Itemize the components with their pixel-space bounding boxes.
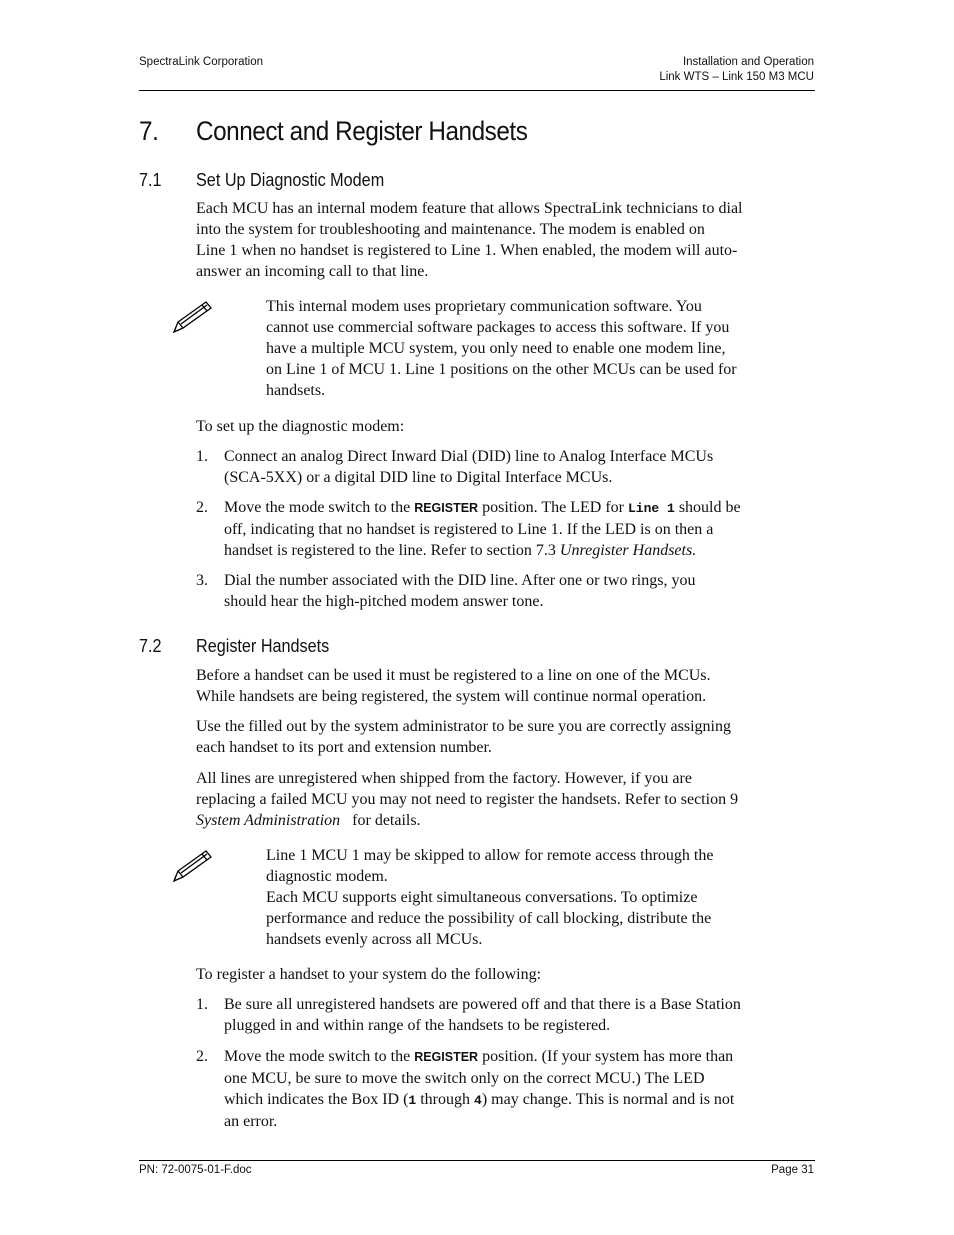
s72-step2-text: ) may change. This is normal and is not (481, 1091, 735, 1108)
header-doc-title-2: Link WTS – Link 150 M3 MCU (659, 71, 814, 83)
s71-note-line: handsets. (266, 382, 326, 399)
s72-p2-line: Use the filled out by the system administrator to be sure you are correctly assigning (196, 718, 731, 735)
s71-step2-line: off, indicating that no handset is registered to Line 1. If the LED is on then a (224, 521, 714, 538)
pencil-icon (170, 300, 214, 336)
s72-step2-text: position. (If your system has more than (478, 1048, 734, 1065)
s72-p3-line: All lines are unregistered when shipped from the factory. However, if you are (196, 770, 692, 787)
s72-paragraph-1 (196, 665, 816, 707)
s71-para-line: into the system for troubleshooting and maintenance. The modem is enabled on (196, 221, 705, 238)
s72-p2-line: each handset to its port and extension number. (196, 739, 492, 756)
s72-step2 (224, 1046, 816, 1132)
section-7-1-number: 7.1 (139, 170, 162, 190)
s71-note-line: on Line 1 of MCU 1. Line 1 positions on the other MCUs can be used for (266, 361, 737, 378)
s71-step2-text: position. The LED for (478, 499, 628, 516)
section-7-1-title: Set Up Diagnostic Modem (196, 170, 385, 190)
s71-step3-number: 3. (196, 572, 208, 589)
s71-para-line: answer an incoming call to that line. (196, 263, 429, 280)
s72-step1-line: plugged in and within range of the handsets to be registered. (224, 1017, 611, 1034)
s71-step1-line: Connect an analog Direct Inward Dial (DID) line to Analog Interface MCUs (224, 448, 714, 465)
s72-p1-line: Before a handset can be used it must be registered to a line on one of the MCUs. (196, 667, 711, 684)
chapter-title: Connect and Register Handsets (196, 116, 528, 146)
s72-step1-number: 1. (196, 996, 208, 1013)
s72-note-line: performance and reduce the possibility of call blocking, distribute the (266, 910, 712, 927)
s71-step1 (224, 446, 816, 488)
s71-step2 (224, 497, 816, 561)
s71-step2-line (224, 497, 816, 519)
s72-p3-text: for details. (340, 812, 421, 829)
s71-para-line: Each MCU has an internal modem feature that allows SpectraLink technicians to dial (196, 200, 743, 217)
s71-step2-text: should be (674, 499, 741, 516)
s72-step2-number: 2. (196, 1048, 208, 1065)
s72-step1 (224, 994, 816, 1036)
s72-p3-line: replacing a failed MCU you may not need to register the handsets. Refer to section 9 (196, 791, 739, 808)
section-7-2-number: 7.2 (139, 636, 162, 656)
s72-step2-line (224, 1089, 816, 1111)
line-1-keyword: Line 1 (628, 501, 675, 516)
s71-step2-text: handset is registered to the line. Refer to section 7.3 (224, 542, 560, 559)
s72-p1-line: While handsets are being registered, the system will continue normal operation. (196, 688, 707, 705)
s71-step3-line: should hear the high-pitched modem answer tone. (224, 593, 544, 610)
section-7-2-title: Register Handsets (196, 636, 330, 656)
footer-rule (139, 1160, 815, 1161)
s72-step2-text: Move the mode switch to the (224, 1048, 415, 1065)
header-company: SpectraLink Corporation (139, 56, 264, 68)
s71-step2-line (224, 540, 816, 561)
box-id-4-keyword: 4 (474, 1093, 482, 1108)
s71-note-line: have a multiple MCU system, you only need to enable one modem line, (266, 340, 726, 357)
s72-note-line: diagnostic modem. (266, 868, 388, 885)
s72-note-line: Each MCU supports eight simultaneous conversations. To optimize (266, 889, 698, 906)
footer-part-number: PN: 72-0075-01-F.doc (139, 1164, 252, 1176)
s71-intro: To set up the diagnostic modem: (196, 418, 405, 435)
s71-note-line: cannot use commercial software packages to access this software. If you (266, 319, 730, 336)
s71-step3 (224, 570, 816, 612)
s72-note-line: Line 1 MCU 1 may be skipped to allow for remote access through the (266, 847, 714, 864)
chapter-number: 7. (139, 116, 159, 146)
s72-step2-line (224, 1046, 816, 1068)
s71-step2-number: 2. (196, 499, 208, 516)
s71-note (266, 296, 816, 401)
header-doc-title-1: Installation and Operation (682, 56, 814, 68)
s72-step2-text: which indicates the Box ID ( (224, 1091, 409, 1108)
s72-note (266, 845, 816, 950)
s72-step2-line: an error. (224, 1113, 278, 1130)
register-keyword: REGISTER (414, 501, 479, 515)
s72-step2-text: through (416, 1091, 474, 1108)
pencil-icon (170, 849, 214, 885)
section-reference: System Administration (196, 812, 341, 829)
header-rule (139, 90, 815, 91)
s71-paragraph (196, 198, 816, 282)
s71-note-line: This internal modem uses proprietary communication software. You (266, 298, 702, 315)
s72-p3-line (196, 810, 816, 831)
box-id-1-keyword: 1 (408, 1093, 417, 1108)
s71-para-line: Line 1 when no handset is registered to Line 1. When enabled, the modem will auto- (196, 242, 738, 259)
s71-step1-number: 1. (196, 448, 208, 465)
s71-step1-line: (SCA-5XX) or a digital DID line to Digital Interface MCUs. (224, 469, 613, 486)
s72-intro: To register a handset to your system do the following: (196, 966, 542, 983)
s71-step2-text: Move the mode switch to the (224, 499, 415, 516)
s72-paragraph-3 (196, 768, 816, 831)
s72-note-line: handsets evenly across all MCUs. (266, 931, 483, 948)
s72-step2-line: one MCU, be sure to move the switch only on the correct MCU.) The LED (224, 1070, 705, 1087)
footer-page-number: Page 31 (771, 1164, 814, 1176)
s71-step3-line: Dial the number associated with the DID line. After one or two rings, you (224, 572, 696, 589)
register-keyword: REGISTER (414, 1050, 479, 1064)
s72-step1-line: Be sure all unregistered handsets are powered off and that there is a Base Station (224, 996, 741, 1013)
section-reference: Unregister Handsets. (559, 542, 697, 559)
s72-paragraph-2 (196, 716, 816, 758)
